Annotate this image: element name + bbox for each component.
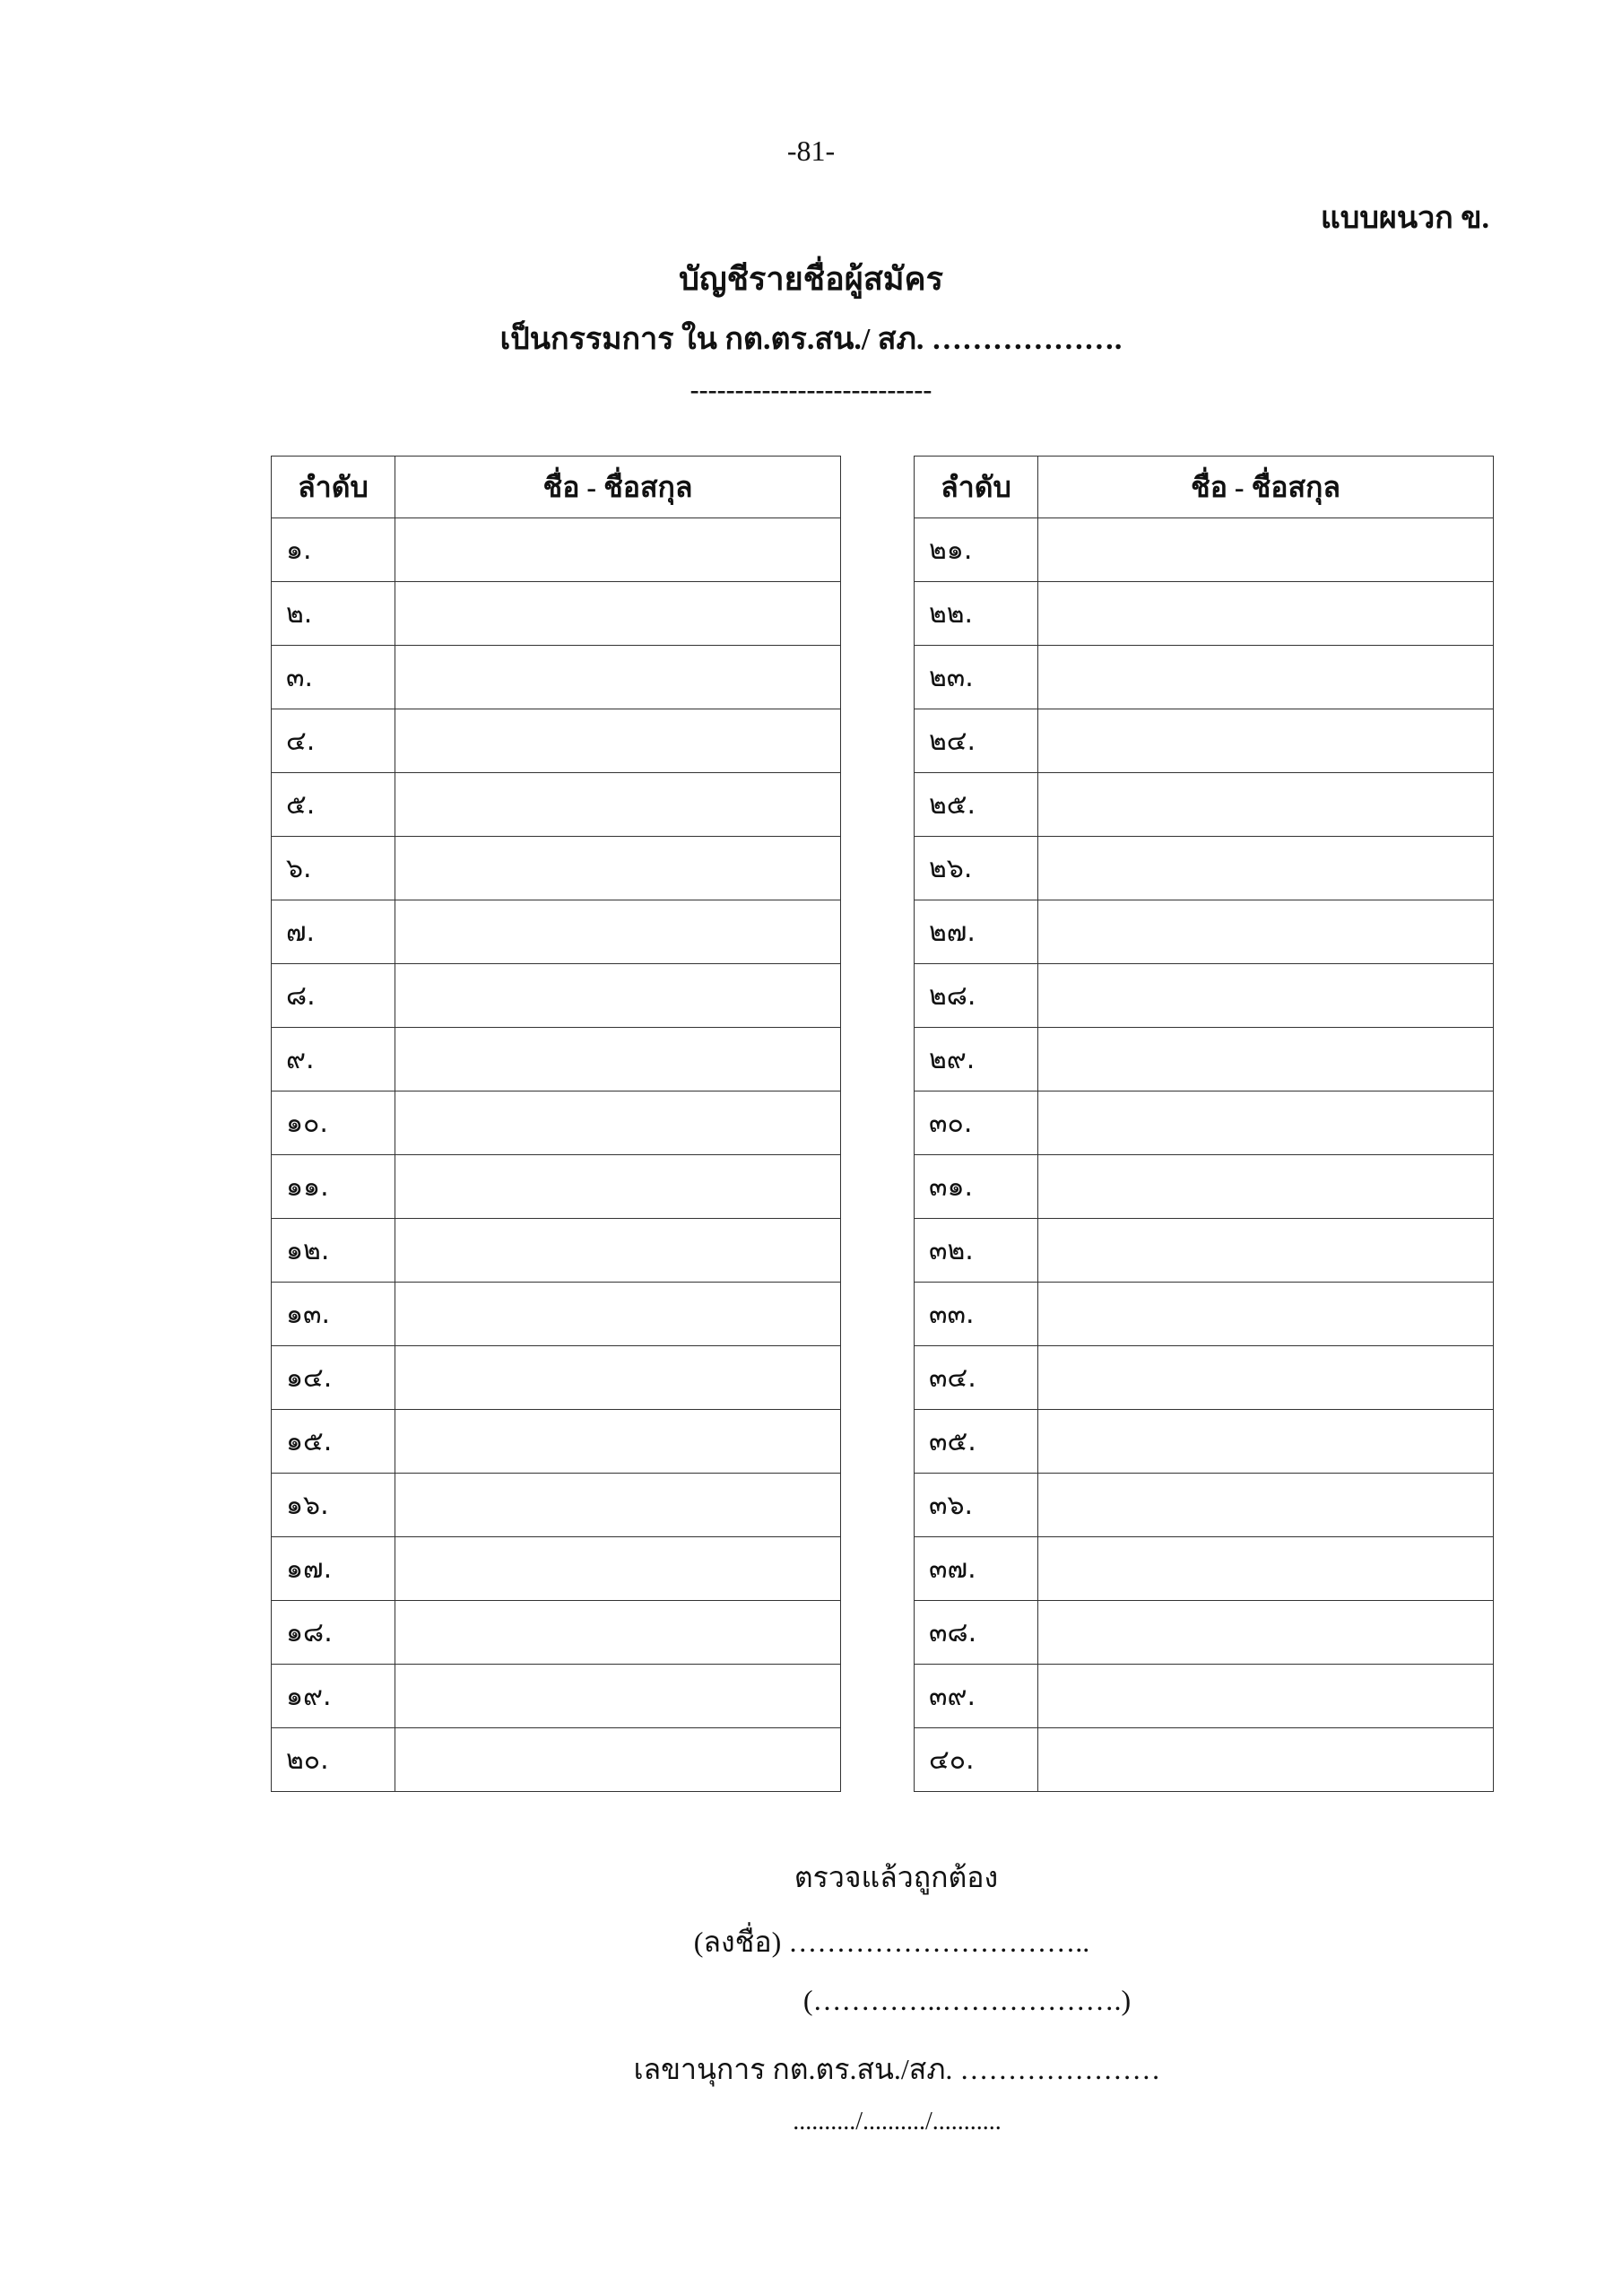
table-row: [272, 1219, 841, 1283]
row-number: ๙.: [272, 1028, 395, 1091]
row-number: ๑๔.: [272, 1346, 395, 1410]
table-row: [915, 1410, 1494, 1474]
name-cell[interactable]: [1038, 1155, 1494, 1219]
table-header-row: [272, 457, 841, 518]
row-number: ๒๑.: [915, 518, 1038, 582]
table-row: [272, 518, 841, 582]
roster-table-left: [271, 456, 841, 1792]
name-cell[interactable]: [1038, 1283, 1494, 1346]
attachment-label: แบบผนวก ข.: [1320, 202, 1489, 235]
row-number: ๘.: [272, 964, 395, 1028]
name-cell[interactable]: [395, 964, 841, 1028]
table-row: [915, 518, 1494, 582]
table-row: [272, 1601, 841, 1665]
name-cell[interactable]: [1038, 518, 1494, 582]
table-row: [915, 646, 1494, 709]
row-number: ๑.: [272, 518, 395, 582]
row-number: ๑๘.: [272, 1601, 395, 1665]
header-order: ลำดับ: [272, 457, 395, 518]
name-cell[interactable]: [395, 1091, 841, 1155]
table-row: [272, 1091, 841, 1155]
table-row: [272, 709, 841, 773]
row-number: ๑๕.: [272, 1410, 395, 1474]
row-number: ๒๓.: [915, 646, 1038, 709]
name-cell[interactable]: [1038, 1665, 1494, 1728]
row-number: ๓๖.: [915, 1474, 1038, 1537]
table-row: [915, 1155, 1494, 1219]
name-cell[interactable]: [1038, 1474, 1494, 1537]
table-row: [915, 582, 1494, 646]
header-name: ชื่อ - ชื่อสกุล: [395, 457, 841, 518]
name-cell[interactable]: [1038, 1410, 1494, 1474]
row-number: ๓๓.: [915, 1283, 1038, 1346]
row-number: ๑๐.: [272, 1091, 395, 1155]
signature-line: (ลงชื่อ) …………………………..: [693, 1926, 1090, 1958]
table-row: [272, 1346, 841, 1410]
table-row: [915, 1665, 1494, 1728]
row-number: ๓๕.: [915, 1410, 1038, 1474]
name-cell[interactable]: [395, 1474, 841, 1537]
row-number: ๒๕.: [915, 773, 1038, 837]
row-number: ๕.: [272, 773, 395, 837]
title-separator: ---------------------------: [690, 375, 932, 404]
table-row: [272, 964, 841, 1028]
row-number: ๓๐.: [915, 1091, 1038, 1155]
table-row: [272, 837, 841, 900]
table-row: [272, 773, 841, 837]
table-row: [915, 709, 1494, 773]
row-number: ๑๙.: [272, 1665, 395, 1728]
row-number: ๖.: [272, 837, 395, 900]
name-cell[interactable]: [395, 1028, 841, 1091]
table-row: [272, 646, 841, 709]
name-cell[interactable]: [1038, 773, 1494, 837]
name-cell[interactable]: [395, 1537, 841, 1601]
row-number: ๒๐.: [272, 1728, 395, 1792]
row-number: ๑๖.: [272, 1474, 395, 1537]
name-cell[interactable]: [395, 837, 841, 900]
header-name: ชื่อ - ชื่อสกุล: [1038, 457, 1494, 518]
row-number: ๓๒.: [915, 1219, 1038, 1283]
row-number: ๑๗.: [272, 1537, 395, 1601]
name-cell[interactable]: [1038, 837, 1494, 900]
row-number: ๒๒.: [915, 582, 1038, 646]
table-row: [272, 1665, 841, 1728]
table-row: [915, 1474, 1494, 1537]
row-number: ๓๑.: [915, 1155, 1038, 1219]
name-cell[interactable]: [395, 773, 841, 837]
row-number: ๒๙.: [915, 1028, 1038, 1091]
printed-name-line: (…………..……………….): [802, 1984, 1132, 2016]
row-number: ๓๙.: [915, 1665, 1038, 1728]
table-header-row: [915, 457, 1494, 518]
name-cell[interactable]: [395, 1410, 841, 1474]
name-cell[interactable]: [395, 1155, 841, 1219]
row-number: ๒๘.: [915, 964, 1038, 1028]
page-title: บัญชีรายชื่อผู้สมัคร: [679, 261, 943, 297]
name-cell[interactable]: [1038, 582, 1494, 646]
name-cell[interactable]: [395, 582, 841, 646]
row-number: ๓๘.: [915, 1601, 1038, 1665]
table-row: [272, 1155, 841, 1219]
name-cell[interactable]: [1038, 1346, 1494, 1410]
roster-body-right: [915, 518, 1494, 1792]
row-number: ๑๑.: [272, 1155, 395, 1219]
name-cell[interactable]: [1038, 1728, 1494, 1792]
table-row: [272, 1410, 841, 1474]
row-number: ๑๒.: [272, 1219, 395, 1283]
roster-table-right: [914, 456, 1494, 1792]
name-cell[interactable]: [395, 1728, 841, 1792]
name-cell[interactable]: [395, 1346, 841, 1410]
row-number: ๓.: [272, 646, 395, 709]
table-row: [272, 1283, 841, 1346]
name-cell[interactable]: [395, 900, 841, 964]
table-row: [272, 1728, 841, 1792]
table-row: [915, 1728, 1494, 1792]
row-number: ๒๗.: [915, 900, 1038, 964]
page-subtitle: เป็นกรรมการ ใน กต.ตร.สน./ สภ. ……………….: [499, 323, 1123, 356]
name-cell[interactable]: [1038, 1601, 1494, 1665]
name-cell[interactable]: [395, 1283, 841, 1346]
date-line: ........../........../...........: [793, 2108, 1002, 2135]
row-number: ๒๖.: [915, 837, 1038, 900]
name-cell[interactable]: [1038, 1537, 1494, 1601]
name-cell[interactable]: [395, 1601, 841, 1665]
table-row: [272, 582, 841, 646]
roster-body-left: [272, 518, 841, 1792]
row-number: ๑๓.: [272, 1283, 395, 1346]
table-row: [272, 1028, 841, 1091]
name-cell[interactable]: [1038, 646, 1494, 709]
table-row: [915, 1601, 1494, 1665]
table-row: [915, 964, 1494, 1028]
secretary-line: เลขานุการ กต.ตร.สน./สภ. …………………: [633, 2053, 1161, 2085]
row-number: ๗.: [272, 900, 395, 964]
table-row: [272, 900, 841, 964]
row-number: ๒.: [272, 582, 395, 646]
name-cell[interactable]: [395, 646, 841, 709]
table-row: [915, 837, 1494, 900]
row-number: ๓๔.: [915, 1346, 1038, 1410]
header-order: ลำดับ: [915, 457, 1038, 518]
table-row: [272, 1474, 841, 1537]
name-cell[interactable]: [395, 1219, 841, 1283]
name-cell[interactable]: [1038, 1028, 1494, 1091]
name-cell[interactable]: [1038, 964, 1494, 1028]
row-number: ๒๔.: [915, 709, 1038, 773]
verified-text: ตรวจแล้วถูกต้อง: [794, 1861, 999, 1893]
name-cell[interactable]: [395, 709, 841, 773]
table-row: [915, 1091, 1494, 1155]
table-row: [915, 1283, 1494, 1346]
page-number: -81-: [786, 135, 836, 167]
table-row: [915, 1028, 1494, 1091]
table-row: [272, 1537, 841, 1601]
name-cell[interactable]: [1038, 1091, 1494, 1155]
table-row: [915, 773, 1494, 837]
name-cell[interactable]: [1038, 709, 1494, 773]
row-number: ๔๐.: [915, 1728, 1038, 1792]
name-cell[interactable]: [395, 1665, 841, 1728]
row-number: ๔.: [272, 709, 395, 773]
row-number: ๓๗.: [915, 1537, 1038, 1601]
name-cell[interactable]: [1038, 1219, 1494, 1283]
table-row: [915, 1537, 1494, 1601]
table-row: [915, 1219, 1494, 1283]
table-row: [915, 900, 1494, 964]
name-cell[interactable]: [1038, 900, 1494, 964]
table-row: [915, 1346, 1494, 1410]
name-cell[interactable]: [395, 518, 841, 582]
